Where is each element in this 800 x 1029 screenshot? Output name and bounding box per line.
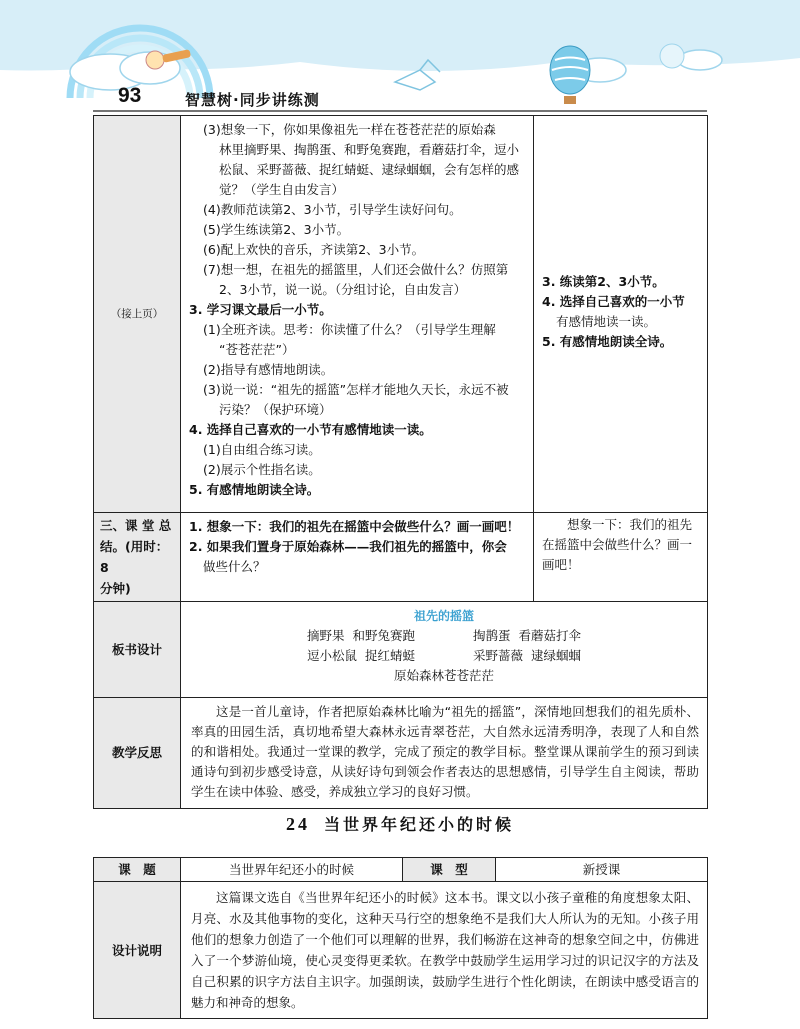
- lesson-info-table: [93, 857, 708, 1019]
- board-item: 摘野果 和野兔赛跑: [307, 628, 415, 643]
- summary-teacher-line: 2. 如果我们置身于原始森林——我们祖先的摇篮中，你会: [189, 539, 507, 554]
- summary-student-cell: [534, 513, 708, 602]
- lesson-plan-table: [93, 115, 708, 809]
- process-line: 觉？（学生自由发言）: [219, 182, 345, 197]
- summary-student-line: 想象一下：我们的祖先: [567, 517, 693, 532]
- process-line: (6)配上欢快的音乐，齐读第2、3小节。: [203, 242, 425, 257]
- process-line: (2)展示个性指名读。: [203, 462, 321, 477]
- summary-teacher-line: 做些什么？: [203, 559, 266, 574]
- process-line: (4)教师范读第2、3小节，引导学生读好问句。: [203, 202, 462, 217]
- process-line: (7)想一想，在祖先的摇篮里，人们还会做什么？仿照第: [203, 262, 509, 277]
- summary-teacher-lines: [189, 517, 527, 577]
- board-row: [181, 666, 707, 686]
- process-line: “苍苍茫茫”）: [219, 342, 295, 357]
- reflection-label: 教学反思: [94, 698, 181, 809]
- teaching-process-lines: [189, 120, 527, 500]
- page-header: [0, 0, 800, 112]
- book-title: 智慧树·同步讲练测: [185, 91, 320, 109]
- summary-label-line: 三、课 堂 总: [100, 518, 172, 533]
- process-line: (5)学生练读第2、3小节。: [203, 222, 350, 237]
- student-line: 3. 练读第2、3小节。: [542, 274, 665, 289]
- type-label: 课 型: [403, 858, 496, 882]
- process-line: 2、3小节，说一说。（分组讨论，自由发言）: [219, 282, 467, 297]
- process-line: 林里摘野果、掏鹊蛋、和野兔赛跑，看蘑菇打伞，逗小: [219, 142, 520, 157]
- process-line: 松鼠、采野蔷薇、捉红蜻蜓、逮绿蝈蝈，会有怎样的感: [219, 162, 520, 177]
- summary-student-line: 画吧！: [542, 557, 580, 572]
- process-line: 5. 有感情地朗读全诗。: [189, 482, 320, 497]
- board-row: [181, 646, 707, 666]
- topic-value: 当世界年纪还小的时候: [181, 858, 403, 882]
- summary-teacher-line: 1. 想象一下：我们的祖先在摇篮中会做些什么？画一画吧！: [189, 519, 520, 534]
- lesson-title: 当世界年纪还小的时候: [323, 815, 514, 834]
- summary-student-lines: [542, 515, 701, 575]
- process-line: (3)说一说：“祖先的摇篮”怎样才能地久天长，永远不被: [203, 382, 509, 397]
- summary-label-line: 分钟): [100, 581, 131, 596]
- board-title: 祖先的摇篮: [413, 609, 474, 623]
- board-item: 掏鹊蛋 看蘑菇打伞: [473, 628, 581, 643]
- continued-label: （接上页）: [94, 116, 181, 513]
- summary-teacher-cell: [181, 513, 534, 602]
- student-activity-cell: [534, 116, 708, 513]
- student-line: 5. 有感情地朗读全诗。: [542, 334, 673, 349]
- summary-label: [94, 513, 181, 602]
- reflection-text: 这是一首儿童诗，作者把原始森林比喻为“祖先的摇篮”，深情地回想我们的祖先质朴、率真的田园生活，真切地希望大森林永远青翠苍茫，大自然永远清秀明净，表现了人和自然的和谐相处。我通过一堂课的教学，完成了预定的教学目标。整堂课从课前学生的预习到读通诗句到初步感受诗意，从读好诗句到领会作者表达的思想感情，引导学生自主阅读，帮助学生在读中体验、感受，养成独立学习的良好习惯。: [181, 698, 708, 809]
- process-line: 3. 学习课文最后一小节。: [189, 302, 332, 317]
- board-design-cell: [181, 602, 708, 698]
- process-line: 4. 选择自己喜欢的一小节有感情地读一读。: [189, 422, 432, 437]
- student-activity-lines: [542, 272, 703, 352]
- summary-student-line: 在摇篮中会做些什么？画一: [542, 537, 693, 552]
- process-line: 污染？（保护环境）: [219, 402, 332, 417]
- summary-label-line: 结。(用时：8: [100, 539, 169, 575]
- topic-label: 课 题: [94, 858, 181, 882]
- board-row: [181, 626, 707, 646]
- process-line: (3)想象一下，你如果像祖先一样在苍苍茫茫的原始森: [203, 122, 496, 137]
- page-number: 93: [118, 84, 142, 107]
- student-line: 4. 选择自己喜欢的一小节: [542, 294, 685, 309]
- process-line: (1)自由组合练习读。: [203, 442, 321, 457]
- process-line: (2)指导有感情地朗读。: [203, 362, 334, 377]
- design-text: 这篇课文选自《当世界年纪还小的时候》这本书。课文以小孩子童稚的角度想象太阳、月亮、水及其他事物的变化，这种天马行空的想象绝不是我们大人所认为的无知。小孩子用他们的想象力创造了一个他们可以理解的世界，我们畅游在这神奇的想象空间之中，仿佛进入了一个梦游仙境，使心灵变得更柔软。在教学中鼓励学生运用学习过的识记汉字的方法及自己积累的识字方法自主识字。加强朗读，鼓励学生进行个性化朗读，在朗读中感受语言的魅力和神奇的想象。: [181, 882, 708, 1019]
- board-design-label: 板书设计: [94, 602, 181, 698]
- lesson-number: 24: [285, 814, 310, 834]
- teaching-process-cell: [181, 116, 534, 513]
- lesson-heading: [0, 812, 800, 835]
- student-line: 有感情地读一读。: [556, 314, 657, 329]
- sun-icon: [660, 44, 684, 68]
- design-label: 设计说明: [94, 882, 181, 1019]
- board-item: 采野蔷薇 逮绿蝈蝈: [473, 648, 581, 663]
- process-line: (1)全班齐读。思考：你读懂了什么？（引导学生理解: [203, 322, 496, 337]
- type-value: 新授课: [496, 858, 708, 882]
- summary-label-lines: [100, 515, 174, 599]
- board-item: 逗小松鼠 捉红蜻蜓: [307, 648, 415, 663]
- board-rows: [181, 626, 707, 686]
- board-item: 原始森林苍苍茫茫: [393, 668, 494, 683]
